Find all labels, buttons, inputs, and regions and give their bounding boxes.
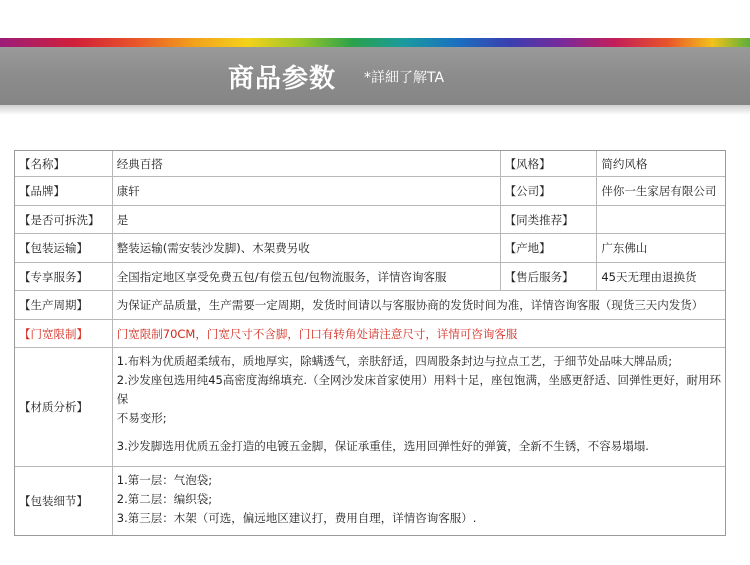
- row-value: 广东佛山: [601, 241, 648, 255]
- material-line: 3.沙发脚选用优质五金打造的电镀五金脚，保证承重佳，选用回弹性好的弹簧，全新不生锈，不容易塌塌.: [116, 439, 649, 453]
- row-value: 门宽限制70CM，门宽尺寸不含脚，门口有转角处请注意尺寸，详情可咨询客服: [116, 326, 518, 341]
- row-label: 【同类推荐】: [501, 206, 598, 233]
- row-value: [113, 467, 725, 535]
- row-label: 【是否可拆洗】: [15, 206, 113, 233]
- row-value: [113, 348, 725, 466]
- row-label: 【品牌】: [15, 177, 113, 205]
- spacer: [117, 428, 721, 437]
- header-shadow: [0, 105, 750, 115]
- packing-line: 1.第一层：气泡袋;: [116, 473, 213, 487]
- row-label: 【门宽限制】: [15, 320, 113, 347]
- table-row: [15, 177, 725, 206]
- row-label: 【风格】: [501, 151, 598, 176]
- rainbow-stripe: [0, 38, 750, 47]
- row-value: 康轩: [113, 177, 501, 205]
- page-title: 商品参数: [228, 64, 337, 94]
- row-label: 【包装运输】: [15, 234, 113, 262]
- material-line: 1.布料为优质超柔绒布，质地厚实，除螨透气，亲肤舒适，四周股条封边与拉点工艺，于细节处品味大牌品质;: [116, 354, 673, 368]
- row-label: 【产地】: [501, 234, 598, 262]
- table-row: [15, 291, 725, 320]
- row-value: 经典百搭: [113, 151, 501, 176]
- page-subtitle: *詳細了解TA: [364, 70, 445, 86]
- material-line: 不易变形;: [116, 411, 167, 425]
- row-value: 伴你一生家居有限公司: [601, 184, 717, 198]
- row-value: [597, 206, 725, 233]
- row-label: 【生产周期】: [15, 291, 113, 319]
- row-label: 【名称】: [15, 151, 113, 176]
- row-label: 【公司】: [501, 177, 598, 205]
- packing-line: 2.第二层：编织袋;: [116, 492, 213, 506]
- table-row: [15, 348, 725, 467]
- table-row: [15, 151, 725, 177]
- table-row: [15, 234, 725, 263]
- table-row: [15, 263, 725, 291]
- table-row: [15, 320, 725, 348]
- header-band: [0, 47, 750, 105]
- row-value: 45天无理由退换货: [601, 269, 697, 284]
- row-value: 是: [113, 206, 501, 233]
- table-row: [15, 206, 725, 234]
- row-value: 简约风格: [601, 156, 648, 171]
- row-label: 【包装细节】: [15, 467, 113, 535]
- table-row: [15, 467, 725, 535]
- row-label: 【材质分析】: [15, 348, 113, 466]
- row-value: 全国指定地区享受免费五包/有偿五包/包物流服务，详情咨询客服: [113, 263, 501, 290]
- material-line: 2.沙发座包选用纯45高密度海绵填充.（全网沙发床首家使用）用料十足，座包饱满，坐感更舒适、回弹性更好，耐用环保: [116, 373, 722, 406]
- row-value: 整装运输(需安装沙发脚)、木架费另收: [113, 234, 501, 262]
- params-table: [14, 150, 726, 536]
- row-label: 【售后服务】: [501, 263, 598, 290]
- row-label: 【专享服务】: [15, 263, 113, 290]
- packing-line: 3.第三层：木架（可选，偏远地区建议打，费用自理，详情咨询客服）.: [116, 511, 477, 525]
- row-value: 为保证产品质量，生产需要一定周期，发货时间请以与客服协商的发货时间为准，详情咨询客服（现货三天内发货）: [116, 298, 704, 312]
